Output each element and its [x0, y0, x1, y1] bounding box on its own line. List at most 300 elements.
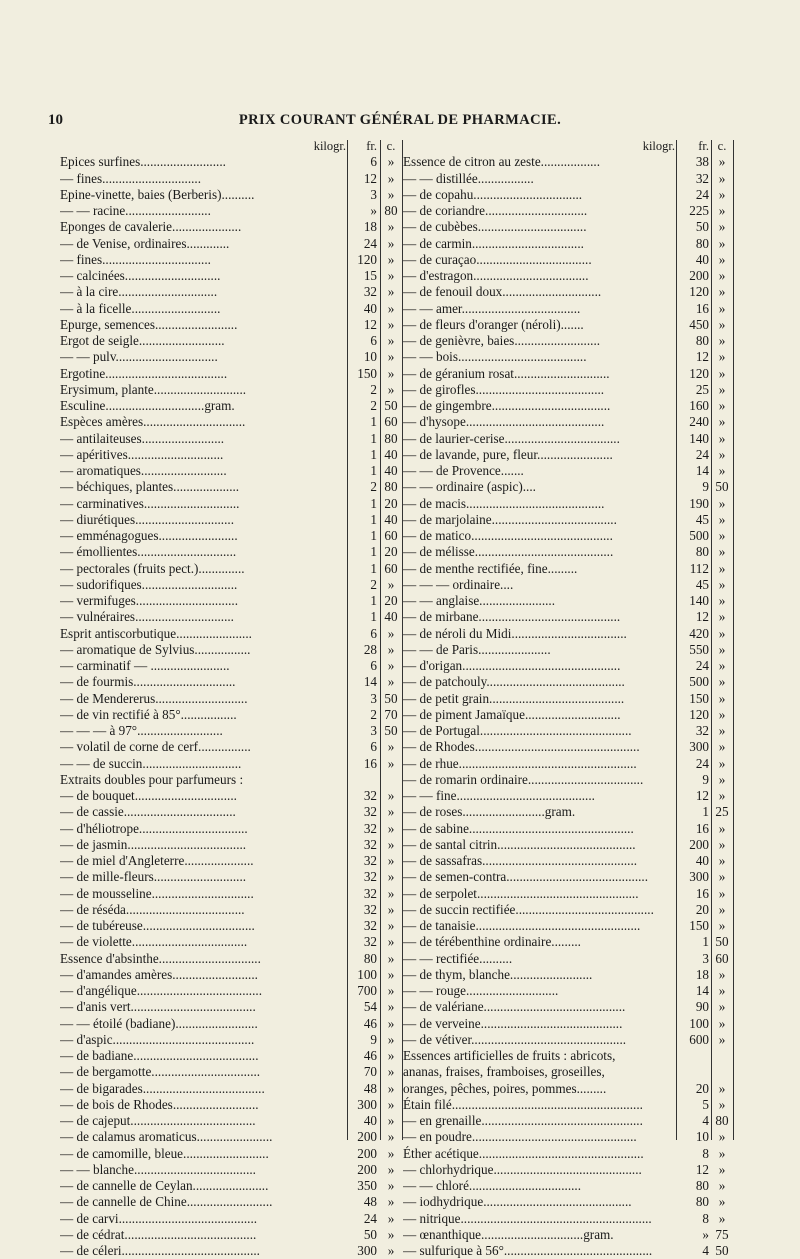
- price-centimes: 80: [384, 430, 398, 446]
- price-francs: 2: [370, 576, 377, 592]
- price-centimes: »: [718, 398, 726, 413]
- price-centimes: 50: [715, 934, 729, 950]
- price-francs: 300: [689, 869, 709, 885]
- price-francs: 300: [357, 1096, 377, 1112]
- item-name: — chlorhydrique.............................................: [403, 1161, 642, 1177]
- price-centimes: »: [718, 154, 726, 170]
- item-name: — de vétiver...............................................: [403, 1031, 627, 1047]
- price-francs: 1: [370, 446, 377, 462]
- price-francs: 1: [370, 544, 377, 560]
- price-centimes: »: [718, 170, 726, 186]
- price-francs: 28: [363, 641, 377, 657]
- item-name: — iodhydrique.............................................: [403, 1194, 632, 1210]
- price-francs: 24: [695, 186, 709, 202]
- price-centimes: 40: [384, 446, 398, 462]
- price-francs: 24: [695, 446, 709, 462]
- item-name: Erysimum, plante............................: [60, 381, 247, 397]
- price-francs: 12: [695, 349, 709, 365]
- price-centimes: c.: [717, 139, 727, 153]
- price-francs: 6: [370, 154, 377, 170]
- item-name: — de calamus aromaticus.......................: [60, 1129, 273, 1145]
- price-francs: 150: [689, 918, 709, 933]
- price-francs: 6: [370, 658, 377, 673]
- price-francs: 140: [689, 593, 709, 608]
- item-name: ananas, fraises, framboises, groseilles,: [403, 1064, 605, 1080]
- price-centimes: 50: [384, 723, 398, 738]
- price-francs: 100: [689, 1015, 709, 1031]
- item-name: Éther acétique..................................................: [403, 1145, 644, 1161]
- price-francs: 48: [363, 1080, 377, 1096]
- price-centimes: »: [718, 560, 726, 576]
- price-francs: 32: [363, 853, 377, 868]
- price-francs: 120: [689, 365, 709, 381]
- price-centimes: »: [387, 983, 395, 998]
- price-francs: 16: [695, 885, 709, 901]
- item-name: — de macis..........................................: [403, 495, 605, 511]
- item-name: Étain filé..........................................................: [403, 1096, 643, 1112]
- item-name: — antilaiteuses.........................: [60, 430, 225, 446]
- price-francs: 1: [702, 804, 709, 820]
- item-name: — de mousseline...............................: [60, 885, 254, 901]
- price-centimes: »: [718, 495, 726, 511]
- price-centimes: »: [387, 820, 395, 836]
- price-francs: 32: [363, 804, 377, 820]
- price-francs: 46: [363, 1048, 377, 1063]
- price-francs: 20: [695, 1080, 709, 1096]
- price-centimes: »: [387, 1210, 395, 1226]
- price-francs: 32: [363, 885, 377, 901]
- price-centimes: »: [387, 186, 395, 202]
- price-francs: 12: [695, 788, 709, 803]
- price-centimes: 60: [384, 560, 398, 576]
- price-francs: 14: [695, 983, 709, 998]
- price-francs: 1: [370, 560, 377, 576]
- price-centimes: »: [387, 154, 395, 170]
- price-francs: 550: [689, 641, 709, 657]
- price-francs: 1: [370, 430, 377, 446]
- price-francs: 45: [695, 511, 709, 527]
- price-francs: 38: [695, 154, 709, 170]
- price-francs: 32: [363, 836, 377, 852]
- price-centimes: »: [387, 1113, 395, 1128]
- price-centimes: »: [718, 739, 726, 755]
- price-francs: 8: [702, 1210, 709, 1226]
- price-francs: 32: [695, 723, 709, 738]
- price-francs: 46: [363, 1015, 377, 1031]
- price-centimes: »: [387, 1129, 395, 1145]
- price-francs: 4: [702, 1113, 709, 1128]
- item-name: — carminatif — ........................: [60, 658, 230, 673]
- price-francs: 700: [357, 983, 377, 998]
- price-centimes: »: [718, 203, 726, 218]
- item-name: — de cassie..................................: [60, 804, 236, 820]
- item-name: — de gingembre....................................: [403, 398, 611, 413]
- price-centimes: 40: [384, 609, 398, 625]
- price-francs: 4: [702, 1243, 709, 1258]
- price-francs: 1: [370, 593, 377, 608]
- item-name: — — chloré..................................: [403, 1178, 582, 1193]
- price-centimes: »: [718, 788, 726, 803]
- price-francs: 3: [370, 186, 377, 202]
- item-name: Ergotine.....................................: [60, 365, 228, 381]
- price-francs: 200: [357, 1129, 377, 1145]
- item-name: — œnanthique...............................gram.: [403, 1226, 614, 1242]
- item-name: — d'angélique......................................: [60, 983, 262, 998]
- price-francs: 160: [689, 398, 709, 413]
- price-centimes: »: [387, 1145, 395, 1161]
- item-name: — — distillée.................: [403, 170, 534, 186]
- price-francs: 18: [695, 966, 709, 982]
- price-centimes: »: [387, 1161, 395, 1177]
- item-name: — — pulv...............................: [60, 349, 218, 365]
- price-francs: 32: [363, 869, 377, 885]
- price-centimes: »: [718, 463, 726, 478]
- item-name: — de fourmis...............................: [60, 674, 236, 690]
- item-name: — de géranium rosat.............................: [403, 365, 610, 381]
- price-francs: 18: [363, 219, 377, 235]
- item-name: kilogr.: [642, 139, 675, 153]
- item-name: Esprit antiscorbutique.......................: [60, 625, 252, 641]
- price-francs: 2: [370, 479, 377, 495]
- price-francs: 24: [363, 1210, 377, 1226]
- item-name: — sudorifiques.............................: [60, 576, 238, 592]
- price-centimes: 20: [384, 495, 398, 511]
- item-name: — de Venise, ordinaires.............: [60, 235, 230, 251]
- price-francs: 50: [363, 1226, 377, 1242]
- price-centimes: »: [718, 349, 726, 365]
- item-name: — d'héliotrope.................................: [60, 820, 248, 836]
- price-centimes: »: [718, 983, 726, 998]
- item-name: — — — ordinaire....: [403, 576, 514, 592]
- item-name: — de jasmin....................................: [60, 836, 247, 852]
- item-name: — emménagogues........................: [60, 528, 238, 543]
- price-centimes: »: [718, 869, 726, 885]
- price-francs: 5: [702, 1096, 709, 1112]
- item-name: — de bergamotte.................................: [60, 1064, 261, 1080]
- item-name: — de vin rectifié à 85°.................: [60, 706, 237, 722]
- item-name: Ergot de seigle..........................: [60, 333, 225, 348]
- price-centimes: »: [387, 576, 395, 592]
- price-francs: 80: [363, 950, 377, 966]
- item-name: — de piment Jamaïque.............................: [403, 706, 621, 722]
- price-centimes: »: [387, 284, 395, 300]
- price-centimes: »: [718, 1129, 726, 1145]
- price-francs: 14: [695, 463, 709, 478]
- item-name: — de cannelle de Chine..........................: [60, 1194, 273, 1210]
- item-name: — de fenouil doux..............................: [403, 284, 602, 300]
- item-name: — de sabine..................................................: [403, 820, 634, 836]
- item-name: — — rectifiée..........: [403, 950, 513, 966]
- price-francs: 32: [363, 820, 377, 836]
- price-centimes: »: [718, 544, 726, 560]
- item-name: — de menthe rectifiée, fine.........: [403, 560, 578, 576]
- price-centimes: 20: [384, 544, 398, 560]
- price-francs: »: [370, 203, 377, 218]
- price-centimes: »: [718, 1080, 726, 1096]
- price-francs: 300: [357, 1243, 377, 1258]
- item-name: — fines.................................: [60, 251, 211, 267]
- price-centimes: »: [718, 186, 726, 202]
- price-centimes: 60: [715, 950, 729, 966]
- price-centimes: »: [718, 674, 726, 690]
- item-name: — de mille-fleurs............................: [60, 869, 247, 885]
- price-francs: 40: [363, 1113, 377, 1128]
- price-centimes: »: [387, 381, 395, 397]
- price-francs: 80: [695, 333, 709, 348]
- item-name: Essence de citron au zeste..................: [403, 154, 601, 170]
- item-name: — de thym, blanche.........................: [403, 966, 593, 982]
- price-centimes: »: [387, 1064, 395, 1080]
- price-centimes: »: [387, 1194, 395, 1210]
- price-francs: 8: [702, 1145, 709, 1161]
- item-name: — — étoilé (badiane).........................: [60, 1015, 258, 1031]
- price-centimes: 60: [384, 414, 398, 430]
- price-centimes: »: [718, 1096, 726, 1112]
- price-centimes: »: [387, 788, 395, 803]
- price-francs: 90: [695, 999, 709, 1015]
- price-centimes: »: [718, 251, 726, 267]
- price-francs: 600: [689, 1031, 709, 1047]
- item-name: Espèces amères...............................: [60, 414, 246, 430]
- price-centimes: »: [387, 365, 395, 381]
- price-centimes: »: [718, 820, 726, 836]
- item-name: — de badiane......................................: [60, 1048, 259, 1063]
- item-name: — d'anis vert......................................: [60, 999, 256, 1015]
- item-name: — vulnéraires..............................: [60, 609, 234, 625]
- item-name: — de genièvre, baies..........................: [403, 333, 601, 348]
- item-name: — de lavande, pure, fleur.......................: [403, 446, 613, 462]
- price-centimes: »: [387, 755, 395, 771]
- item-name: — de patchouly..........................................: [403, 674, 625, 690]
- price-centimes: »: [718, 414, 726, 430]
- price-centimes: »: [387, 1226, 395, 1242]
- price-francs: 40: [695, 853, 709, 868]
- price-centimes: »: [718, 593, 726, 608]
- price-centimes: »: [387, 268, 395, 283]
- price-centimes: »: [718, 576, 726, 592]
- item-name: — d'amandes amères..........................: [60, 966, 258, 982]
- price-francs: 20: [695, 901, 709, 917]
- price-francs: 200: [357, 1161, 377, 1177]
- price-francs: 2: [370, 706, 377, 722]
- price-francs: 1: [370, 511, 377, 527]
- price-francs: 24: [363, 235, 377, 251]
- price-centimes: »: [387, 950, 395, 966]
- price-centimes: 50: [715, 1243, 729, 1258]
- item-name: — fines..............................: [60, 170, 202, 186]
- item-name: — diurétiques..............................: [60, 511, 234, 527]
- price-francs: 32: [363, 918, 377, 933]
- column-rule: [711, 140, 712, 1140]
- price-francs: 120: [357, 251, 377, 267]
- item-name: — de carmin..................................: [403, 235, 584, 251]
- price-centimes: »: [387, 901, 395, 917]
- price-francs: 45: [695, 576, 709, 592]
- price-francs: 70: [363, 1064, 377, 1080]
- price-francs: 10: [363, 349, 377, 365]
- price-centimes: »: [387, 1178, 395, 1193]
- price-centimes: »: [718, 268, 726, 283]
- price-centimes: »: [387, 836, 395, 852]
- price-francs: 120: [689, 284, 709, 300]
- price-centimes: »: [387, 333, 395, 348]
- item-name: — de mélisse..........................................: [403, 544, 614, 560]
- price-centimes: 50: [384, 690, 398, 706]
- item-name: — de tubéreuse..................................: [60, 918, 255, 933]
- price-centimes: »: [718, 1161, 726, 1177]
- column-rule: [733, 140, 734, 1140]
- item-name: — de Mendererus............................: [60, 690, 248, 706]
- item-name: — — rouge............................: [403, 983, 559, 998]
- price-centimes: »: [718, 771, 726, 787]
- price-centimes: »: [718, 219, 726, 235]
- price-centimes: »: [387, 251, 395, 267]
- price-francs: 200: [689, 268, 709, 283]
- price-centimes: 80: [715, 1113, 729, 1128]
- item-name: — de carvi..........................................: [60, 1210, 258, 1226]
- price-francs: 16: [363, 755, 377, 771]
- price-centimes: »: [718, 658, 726, 673]
- price-francs: 32: [363, 934, 377, 950]
- price-francs: 500: [689, 528, 709, 543]
- price-centimes: »: [387, 316, 395, 332]
- price-francs: 32: [363, 901, 377, 917]
- price-francs: 3: [370, 690, 377, 706]
- price-centimes: 40: [384, 463, 398, 478]
- price-francs: 420: [689, 625, 709, 641]
- price-centimes: »: [718, 1031, 726, 1047]
- price-centimes: »: [718, 284, 726, 300]
- price-centimes: »: [718, 511, 726, 527]
- price-francs: 200: [357, 1145, 377, 1161]
- item-name: — de cubèbes.................................: [403, 219, 587, 235]
- price-centimes: »: [718, 235, 726, 251]
- price-francs: 9: [702, 771, 709, 787]
- price-francs: 16: [695, 820, 709, 836]
- price-francs: 12: [695, 609, 709, 625]
- price-centimes: 40: [384, 511, 398, 527]
- page-title: PRIX COURANT GÉNÉRAL DE PHARMACIE.: [238, 112, 562, 128]
- item-name: — de néroli du Midi...................................: [403, 625, 627, 641]
- item-name: — de verveine...........................................: [403, 1015, 623, 1031]
- item-name: kilogr.: [313, 139, 346, 153]
- price-centimes: »: [718, 723, 726, 738]
- item-name: — de cannelle de Ceylan.......................: [60, 1178, 269, 1193]
- price-centimes: »: [718, 706, 726, 722]
- price-centimes: 75: [715, 1226, 729, 1242]
- price-francs: 100: [357, 966, 377, 982]
- item-name: — émollientes..............................: [60, 544, 237, 560]
- item-name: — de bouquet...............................: [60, 788, 237, 803]
- price-francs: 2: [370, 381, 377, 397]
- price-francs: 40: [695, 251, 709, 267]
- item-name: — calcinées.............................: [60, 268, 221, 283]
- price-francs: 300: [689, 739, 709, 755]
- price-centimes: »: [718, 1194, 726, 1210]
- item-name: — pectorales (fruits pect.)..............: [60, 560, 245, 576]
- item-name: — de bigarades.....................................: [60, 1080, 265, 1096]
- price-francs: 6: [370, 739, 377, 755]
- item-name: — de céleri..........................................: [60, 1243, 260, 1258]
- price-francs: 120: [689, 706, 709, 722]
- item-name: — — blanche.....................................: [60, 1161, 256, 1177]
- item-name: — sulfurique à 56°.............................................: [403, 1243, 653, 1258]
- price-centimes: 60: [384, 528, 398, 543]
- item-name: — de cédrat........................................: [60, 1226, 257, 1242]
- price-francs: 450: [689, 316, 709, 332]
- page-header: [0, 112, 800, 134]
- item-name: — de marjolaine......................................: [403, 511, 617, 527]
- price-centimes: »: [387, 869, 395, 885]
- item-name: — de térébenthine ordinaire.........: [403, 934, 581, 950]
- item-name: — de bois de Rhodes..........................: [60, 1096, 259, 1112]
- price-francs: 6: [370, 333, 377, 348]
- price-centimes: »: [387, 641, 395, 657]
- item-name: — — amer....................................: [403, 300, 581, 316]
- price-centimes: »: [718, 836, 726, 852]
- price-francs: 500: [689, 674, 709, 690]
- price-centimes: »: [718, 1015, 726, 1031]
- price-francs: 1: [370, 414, 377, 430]
- price-francs: 2: [370, 398, 377, 413]
- item-name: — de girofles.......................................: [403, 381, 605, 397]
- price-francs: 6: [370, 625, 377, 641]
- item-name: — de matico...........................................: [403, 528, 613, 543]
- item-name: — de Portugal..............................................: [403, 723, 632, 738]
- item-name: — d'estragon...................................: [403, 268, 589, 283]
- price-centimes: »: [718, 446, 726, 462]
- price-centimes: »: [387, 804, 395, 820]
- item-name: — de camomille, bleue..........................: [60, 1145, 269, 1161]
- item-name: — de réséda....................................: [60, 901, 245, 917]
- price-francs: 112: [689, 560, 709, 576]
- item-name: — de fleurs d'oranger (néroli).......: [403, 316, 584, 332]
- price-francs: 15: [363, 268, 377, 283]
- price-francs: 54: [363, 999, 377, 1015]
- item-name: — de laurier-cerise...................................: [403, 430, 620, 446]
- price-francs: 32: [363, 284, 377, 300]
- item-name: — — ordinaire (aspic)....: [403, 479, 536, 495]
- item-name: — d'hysope..........................................: [403, 414, 605, 430]
- price-centimes: »: [718, 918, 726, 933]
- item-name: — de cajeput......................................: [60, 1113, 256, 1128]
- price-centimes: »: [718, 690, 726, 706]
- price-centimes: 80: [384, 203, 398, 218]
- item-name: — de mirbane...........................................: [403, 609, 621, 625]
- price-centimes: »: [387, 1015, 395, 1031]
- column-rule: [402, 140, 403, 1140]
- item-name: — de rhue......................................................: [403, 755, 637, 771]
- price-centimes: »: [718, 641, 726, 657]
- price-francs: 1: [370, 463, 377, 478]
- item-name: Essences artificielles de fruits : abricots,: [403, 1048, 616, 1063]
- item-name: — — de Provence.......: [403, 463, 524, 478]
- item-name: Epine-vinette, baies (Berberis)..........: [60, 186, 255, 202]
- price-centimes: »: [387, 966, 395, 982]
- price-centimes: »: [387, 235, 395, 251]
- price-francs: 12: [363, 170, 377, 186]
- price-centimes: »: [387, 219, 395, 235]
- price-francs: 24: [695, 755, 709, 771]
- item-name: — — de Paris......................: [403, 641, 551, 657]
- item-name: — de valériane...........................................: [403, 999, 626, 1015]
- price-centimes: »: [387, 674, 395, 690]
- item-name: — de roses.........................gram.: [403, 804, 576, 820]
- item-name: — à la ficelle...........................: [60, 300, 221, 316]
- item-name: Epurge, semences.........................: [60, 316, 238, 332]
- price-centimes: »: [718, 300, 726, 316]
- item-name: — — — à 97°..........................: [60, 723, 223, 738]
